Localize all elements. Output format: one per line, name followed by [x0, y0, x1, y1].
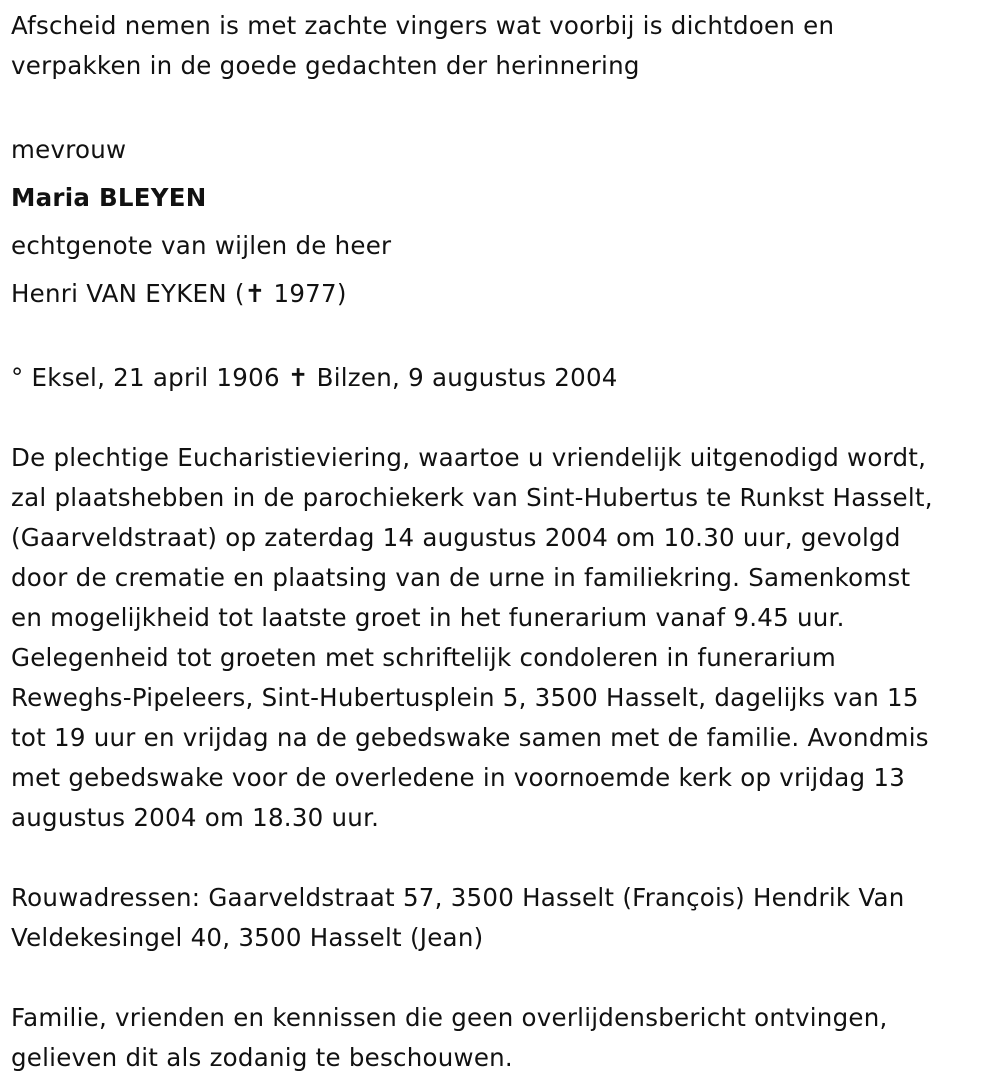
ceremony-line: (Gaarveldstraat) op zaterdag 14 augustus 2004 om 10.30 uur, gevolgd [11, 523, 901, 552]
ceremony-line: De plechtige Eucharistieviering, waartoe u vriendelijk uitgenodigd wordt, [11, 443, 927, 472]
ceremony-line: augustus 2004 om 18.30 uur. [11, 803, 380, 832]
mourning-addresses [11, 878, 991, 958]
spacer [11, 958, 991, 998]
obituary-notice [11, 6, 991, 1078]
ceremony-line: tot 19 uur en vrijdag na de gebedswake samen met de familie. Avondmis [11, 723, 929, 752]
motto-line-2: verpakken in de goede gedachten der herinnering [11, 51, 640, 80]
closing-paragraph [11, 998, 991, 1078]
closing-line: gelieven dit als zodanig te beschouwen. [11, 1043, 513, 1072]
ceremony-line: zal plaatshebben in de parochiekerk van Sint-Hubertus te Runkst Hasselt, [11, 483, 933, 512]
ceremony-line: met gebedswake voor de overledene in voornoemde kerk op vrijdag 13 [11, 763, 906, 792]
ceremony-line: Gelegenheid tot groeten met schriftelijk condoleren in funerarium [11, 643, 837, 672]
spacer [11, 86, 991, 126]
spacer [11, 318, 991, 358]
deceased-title: mevrouw [11, 135, 127, 164]
motto-line-1: Afscheid nemen is met zachte vingers wat voorbij is dichtdoen en [11, 11, 835, 40]
birth-death-dates [11, 358, 991, 398]
ceremony-line: en mogelijkheid tot laatste groet in het funerarium vanaf 9.45 uur. [11, 603, 845, 632]
spacer [11, 838, 991, 878]
closing-line: Familie, vrienden en kennissen die geen overlijdensbericht ontvingen, [11, 1003, 888, 1032]
deceased-name: Maria BLEYEN [11, 183, 207, 212]
address-line: Rouwadressen: Gaarveldstraat 57, 3500 Hasselt (François) Hendrik Van [11, 883, 905, 912]
deceased-block [11, 126, 991, 318]
deceased-relation: echtgenote van wijlen de heer [11, 231, 392, 260]
ceremony-line: Reweghs-Pipeleers, Sint-Hubertusplein 5, 3500 Hasselt, dagelijks van 15 [11, 683, 919, 712]
dates-line: ° Eksel, 21 april 1906 ✝ Bilzen, 9 augustus 2004 [11, 363, 618, 392]
address-line: Veldekesingel 40, 3500 Hasselt (Jean) [11, 923, 484, 952]
motto [11, 6, 991, 86]
ceremony-paragraph [11, 438, 991, 838]
spacer [11, 398, 991, 438]
ceremony-line: door de crematie en plaatsing van de urne in familiekring. Samenkomst [11, 563, 911, 592]
deceased-spouse: Henri VAN EYKEN (✝ 1977) [11, 279, 347, 308]
